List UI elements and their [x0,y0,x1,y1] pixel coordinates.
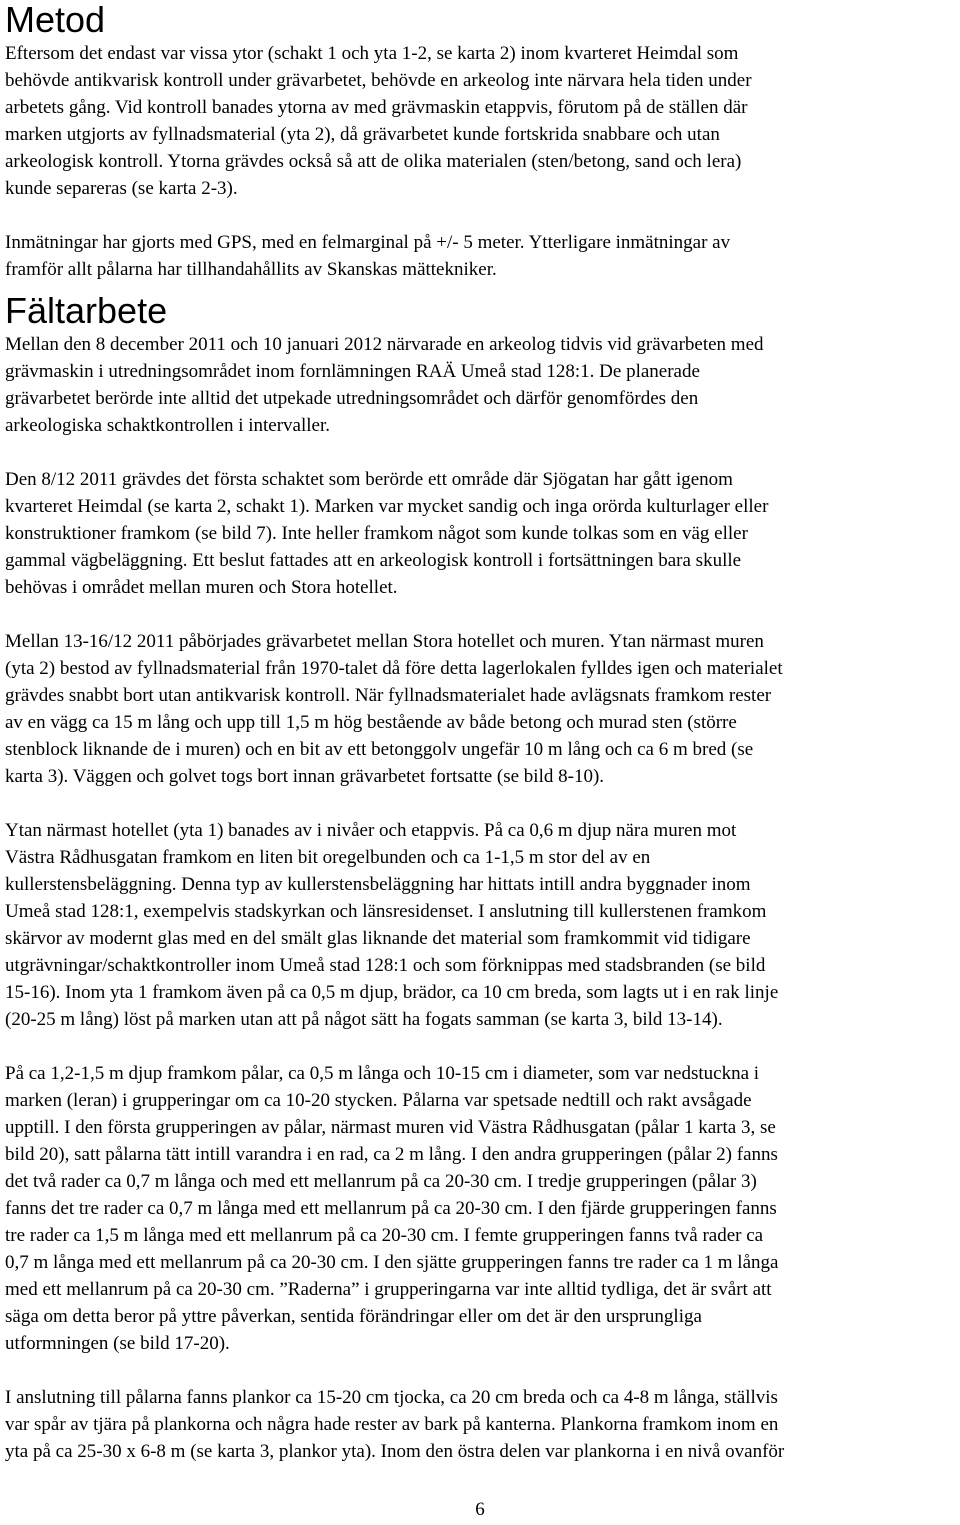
text-line: grävarbetet berörde inte alltid det utpekade utredningsområdet och därför genomfördes den [5,388,699,409]
paragraph-faltarbete-2 [5,466,957,601]
text-line: kullerstensbeläggning. Denna typ av kullerstensbeläggning har hittats intill andra byggnader inom [5,874,751,895]
page-number: 6 [475,1499,485,1520]
text-line: (20-25 m lång) löst på marken utan att på något sätt ha fogats samman (se karta 3, bild 13-14). [5,1009,723,1030]
text-line: behövas i området mellan muren och Stora hotellet. [5,577,398,598]
text-line: arbetets gång. Vid kontroll banades ytorna av med grävmaskin etappvis, förutom på de ställen där [5,97,748,118]
text-line: Ytan närmast hotellet (yta 1) banades av i nivåer och etappvis. På ca 0,6 m djup nära muren mot [5,820,737,841]
paragraph-faltarbete-5 [5,1060,957,1357]
paragraph-faltarbete-1 [5,331,957,439]
text-line: I anslutning till pålarna fanns plankor ca 15-20 cm tjocka, ca 20 cm breda och ca 4-8 m långa, ställvis [5,1387,778,1408]
text-line: Inmätningar har gjorts med GPS, med en felmarginal på +/- 5 meter. Ytterligare inmätningar av [5,232,731,253]
text-line: skärvor av modernt glas med en del smält glas liknande det material som framkommit vid tidigare [5,928,751,949]
text-line: kunde separeras (se karta 2-3). [5,178,238,199]
text-line: behövde antikvarisk kontroll under grävarbetet, behövde en arkeolog inte närvara hela tiden under [5,70,752,91]
text-line: grävdes snabbt bort utan antikvarisk kontroll. När fyllnadsmaterialet hade avlägsnats framkom rester [5,685,772,706]
text-line: 15-16). Inom yta 1 framkom även på ca 0,5 m djup, brädor, ca 10 cm breda, som lagts ut i en rak linje [5,982,779,1003]
text-line: tre rader ca 1,5 m långa med ett mellanrum på ca 20-30 cm. I femte grupperingen fanns två rader ca [5,1225,764,1246]
heading-metod: Metod [5,0,106,40]
text-line: utformningen (se bild 17-20). [5,1333,230,1354]
text-line: marken (leran) i grupperingar om ca 10-20 stycken. Pålarna var spetsade nedtill och rakt avsågade [5,1090,752,1111]
text-line: marken utgjorts av fyllnadsmaterial (yta 2), då grävarbetet kunde fortskrida snabbare och utan [5,124,720,145]
text-line: Den 8/12 2011 grävdes det första schaktet som berörde ett område där Sjögatan har gått igenom [5,469,733,490]
text-line: bild 20), satt pålarna tätt intill varandra i en rad, ca 2 m lång. I den andra grupperingen (pålar 2) fanns [5,1144,778,1165]
text-line: karta 3). Väggen och golvet togs bort innan grävarbetet fortsatte (se bild 8-10). [5,766,605,787]
text-line: Mellan den 8 december 2011 och 10 januari 2012 närvarade en arkeolog tidvis vid grävarbeten med [5,334,764,355]
text-line: utgrävningar/schaktkontroller inom Umeå stad 128:1 och som förknippas med stadsbranden (se bild [5,955,766,976]
text-line: (yta 2) bestod av fyllnadsmaterial från 1970-talet då före detta lagerlokalen fylldes igen och materialet [5,658,783,679]
text-line: säga om detta beror på yttre påverkan, sentida förändringar eller om det är den ursprungliga [5,1306,702,1327]
heading-faltarbete: Fältarbete [5,290,168,331]
text-line: Eftersom det endast var vissa ytor (schakt 1 och yta 1-2, se karta 2) inom kvarteret Heimdal som [5,43,739,64]
text-line: var spår av tjära på plankorna och några hade rester av bark på kanterna. Plankorna framkom inom en [5,1414,779,1435]
text-line: med ett mellanrum på ca 20-30 cm. ”Raderna” i grupperingarna var inte alltid tydliga, det är svårt att [5,1279,772,1300]
paragraph-metod-1 [5,40,957,202]
document-page [5,0,957,1465]
text-line: arkeologiska schaktkontrollen i intervaller. [5,415,331,436]
text-line: upptill. I den första grupperingen av pålar, närmast muren vid Västra Rådhusgatan (pålar 1 karta 3, se [5,1117,776,1138]
text-line: Umeå stad 128:1, exempelvis stadskyrkan och länsresidenset. I anslutning till kullerstenen framkom [5,901,767,922]
text-line: 0,7 m långa med ett mellanrum på ca 20-30 cm. I den sjätte grupperingen fanns tre rader ca 1 m långa [5,1252,779,1273]
text-line: Västra Rådhusgatan framkom en liten bit oregelbunden och ca 1-1,5 m stor del av en [5,847,651,868]
paragraph-metod-2 [5,229,957,283]
text-line: framför allt pålarna har tillhandahållits av Skanskas mättekniker. [5,259,497,280]
paragraph-faltarbete-3 [5,628,957,790]
text-line: Mellan 13-16/12 2011 påbörjades grävarbetet mellan Stora hotellet och muren. Ytan närmast muren [5,631,764,652]
text-line: kvarteret Heimdal (se karta 2, schakt 1). Marken var mycket sandig och inga orörda kulturlager eller [5,496,769,517]
paragraph-faltarbete-6 [5,1384,957,1465]
text-line: yta på ca 25-30 x 6-8 m (se karta 3, plankor yta). Inom den östra delen var plankorna i en nivå ovanför [5,1441,785,1462]
text-line: av en vägg ca 15 m lång och upp till 1,5 m hög bestående av både betong och murad sten (större [5,712,737,733]
text-line: stenblock liknande de i muren) och en bit av ett betonggolv ungefär 10 m lång och ca 6 m bred (se [5,739,754,760]
text-line: grävmaskin i utredningsområdet inom fornlämningen RAÄ Umeå stad 128:1. De planerade [5,361,700,382]
text-line: konstruktioner framkom (se bild 7). Inte heller framkom något som kunde tolkas som en väg eller [5,523,748,544]
text-line: arkeologisk kontroll. Ytorna grävdes också så att de olika materialen (sten/betong, sand och lera) [5,151,742,172]
text-line: fanns det tre rader ca 0,7 m långa med ett mellanrum på ca 20-30 cm. I den fjärde grupperingen fanns [5,1198,777,1219]
text-line: gammal vägbeläggning. Ett beslut fattades att en arkeologisk kontroll i fortsättningen bara skulle [5,550,742,571]
text-line: På ca 1,2-1,5 m djup framkom pålar, ca 0,5 m långa och 10-15 cm i diameter, som var nedstuckna i [5,1063,760,1084]
paragraph-faltarbete-4 [5,817,957,1033]
text-line: det två rader ca 0,7 m långa och med ett mellanrum på ca 20-30 cm. I tredje grupperingen (pålar 3) [5,1171,757,1192]
